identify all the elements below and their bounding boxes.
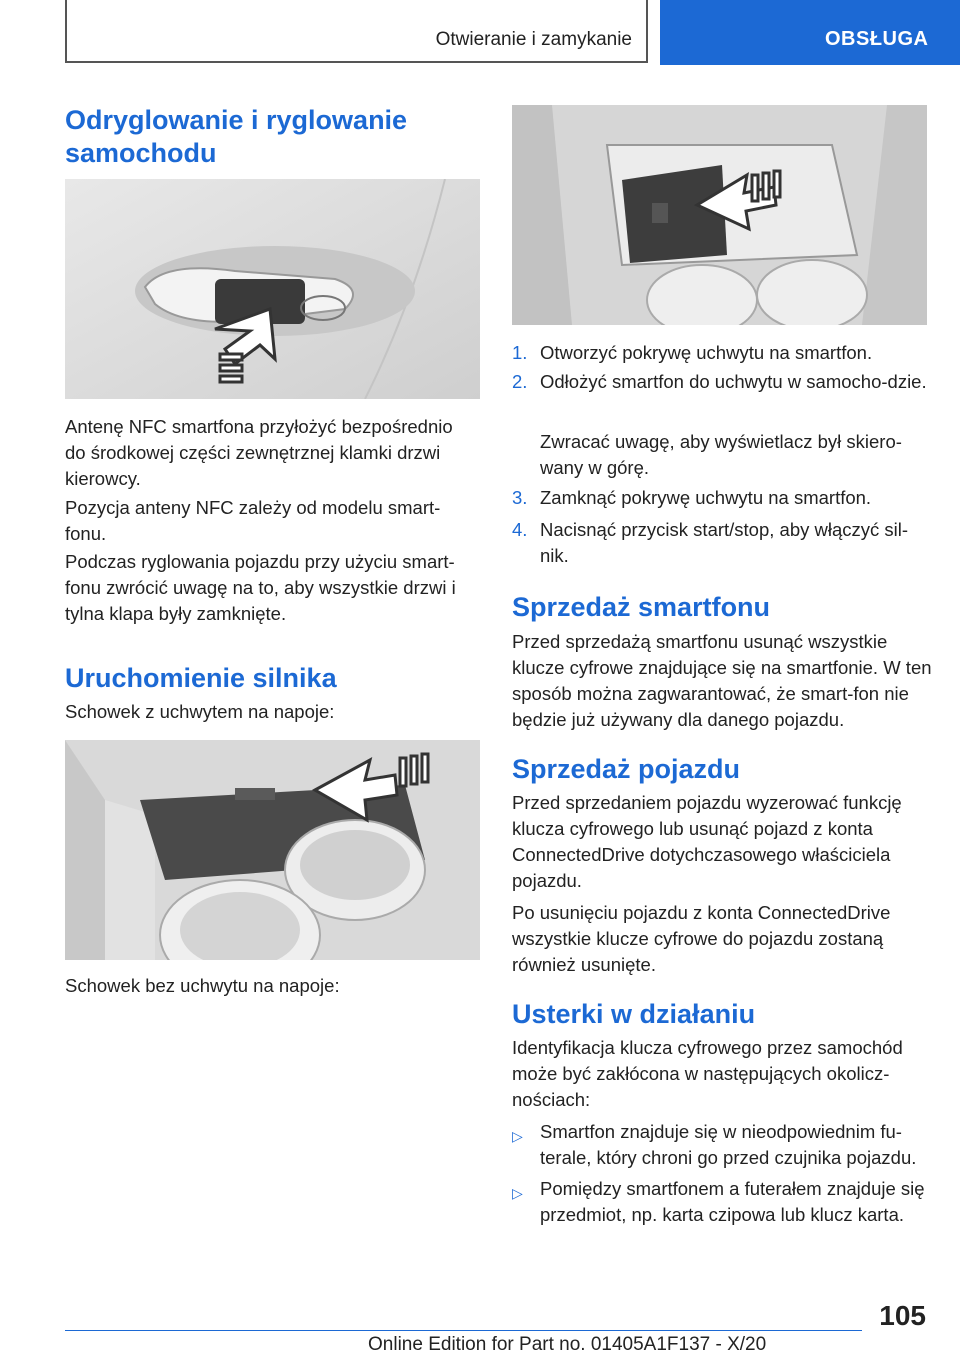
heading-sell-car: Sprzedaż pojazdu [512, 754, 741, 784]
step-text: Nacisnąć przycisk start/stop, aby włączyć sil‐nik. [540, 519, 909, 566]
heading-faults: Usterki w działaniu [512, 999, 756, 1029]
tray-without-holder-caption: Schowek bez uchwytu na napoje: [65, 975, 340, 996]
header-tab-label: OBSŁUGA [825, 28, 929, 50]
step-text: Otworzyć pokrywę uchwytu na smartfon. [540, 342, 873, 363]
bullet-text: Pomiędzy smartfonem a futerałem znajduje się przedmiot, np. karta czipowa lub klucz karta. [540, 1178, 925, 1225]
nfc-paragraph-2: Pozycja anteny NFC zależy od modelu smart‐fonu. [65, 497, 441, 544]
bullet-text: Smartfon znajduje się w nieodpowiednim fu‐terale, który chroni go przed czujnika pojazdu. [540, 1121, 917, 1168]
heading-unlock: Odryglowanie i ryglowanie samochodu [65, 105, 408, 168]
page-number: 105 [879, 1300, 926, 1331]
door-handle-figure [65, 179, 480, 399]
heading-engine-start: Uruchomienie silnika [65, 663, 337, 693]
footer-edition-text: Online Edition for Part no. 01405A1F137 - X/20 [368, 1334, 767, 1355]
header-tab[interactable] [660, 0, 960, 65]
triangle-bullet-icon: ▷ [512, 1185, 523, 1201]
heading-sell-phone: Sprzedaż smartfonu [512, 592, 771, 622]
nfc-paragraph-1: Antenę NFC smartfona przyłożyć bezpośrednio do środkowej części zewnętrznej klamki drzwi kierowcy. [65, 416, 453, 489]
step-number: 4. [512, 519, 528, 540]
step-text: Zamknąć pokrywę uchwytu na smartfon. [540, 487, 872, 508]
sell-car-paragraph-1: Przed sprzedaniem pojazdu wyzerować funkcję klucza cyfrowego lub usunąć pojazd z konta ConnectedDrive dotychczasowego właściciela pojazdu. [512, 792, 902, 891]
tray-open-figure [512, 105, 927, 325]
sell-car-paragraph-2: Po usunięciu pojazdu z konta ConnectedDrive wszystkie klucze cyfrowe do pojazdu zostaną również usunięte. [512, 902, 891, 975]
nfc-paragraph-3: Podczas ryglowania pojazdu przy użyciu smart‐fonu zwrócić uwagę na to, aby wszystkie drzwi i tylna klapa były zamknięte. [65, 551, 456, 624]
step-text: Zwracać uwagę, aby wyświetlacz był skiero‐wany w górę. [540, 431, 902, 478]
step-number: 3. [512, 487, 528, 508]
step-text: Odłożyć smartfon do uchwytu w samocho‐dzie. [540, 371, 927, 392]
step-number: 1. [512, 342, 528, 363]
sell-phone-text: Przed sprzedażą smartfonu usunąć wszystkie klucze cyfrowe znajdujące się na smartfonie. W ten sposób można zagwarantować, że smart‐fon nie będzie już używany dla danego pojazdu. [512, 631, 932, 730]
footer-divider [65, 1330, 862, 1331]
tray-with-cupholder-figure [65, 740, 480, 960]
tray-with-holder-caption: Schowek z uchwytem na napoje: [65, 701, 335, 722]
step-number: 2. [512, 371, 528, 392]
faults-intro: Identyfikacja klucza cyfrowego przez samochód może być zakłócona w następujących okolicz‐nościach: [512, 1037, 903, 1110]
header-section-box [65, 0, 648, 63]
triangle-bullet-icon: ▷ [512, 1128, 523, 1144]
header-section-title: Otwieranie i zamykanie [435, 29, 632, 50]
